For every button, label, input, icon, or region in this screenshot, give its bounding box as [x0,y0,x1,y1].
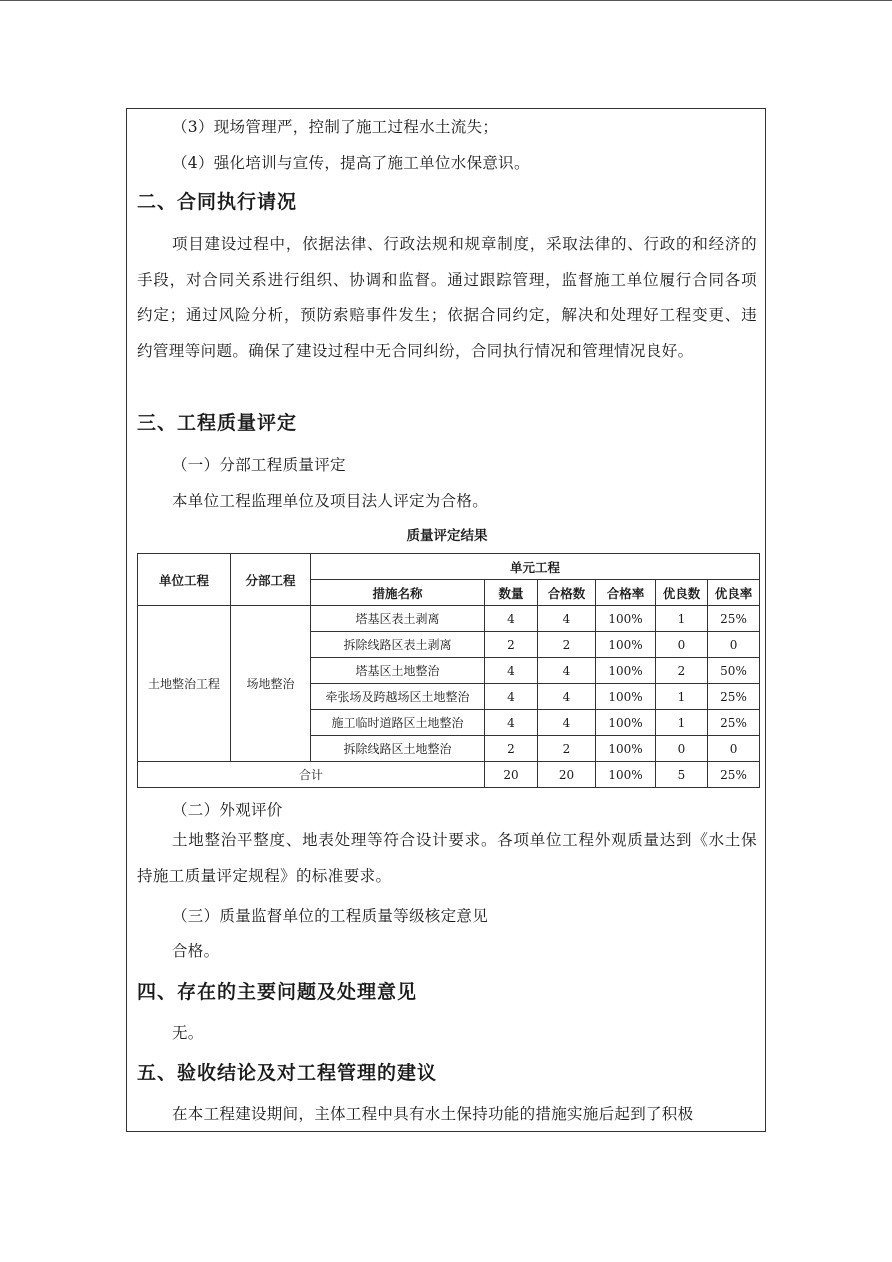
subsection-3-2-title: （二）外观评价 [172,801,283,819]
excellent-count-cell: 1 [656,606,708,632]
qualified-count-cell: 4 [538,658,596,684]
header-measure-name: 措施名称 [311,580,485,606]
total-excellent-count-cell: 5 [656,762,708,788]
quantity-cell: 4 [485,606,538,632]
page-top-rule [0,0,892,1]
unit-project-cell: 土地整治工程 [138,606,231,762]
qualified-count-cell: 4 [538,710,596,736]
section-4-text: 无。 [172,1024,204,1042]
measure-name-cell: 施工临时道路区土地整治 [311,710,485,736]
table-caption: 质量评定结果 [406,528,488,544]
qualified-count-cell: 4 [538,606,596,632]
excellent-count-cell: 1 [656,684,708,710]
section-2-paragraph: 项目建设过程中，依据法律、行政法规和规章制度，采取法律的、行政的和经济的手段，对合同关系进行组织、协调和监督。通过跟踪管理，监督施工单位履行合同各项约定；通过风险分析，预防索赔事件发生；依据合同约定，解决和处理好工程变更、违约管理等问题。确保了建设过程中无合同纠纷，合同执行情况和管理情况良好。 [137,235,757,360]
section-3-heading: 三、工程质量评定 [137,412,298,434]
quantity-cell: 4 [485,710,538,736]
qualified-rate-cell: 100% [596,606,656,632]
list-item-4: （4）强化培训与宣传，提高了施工单位水保意识。 [172,154,530,172]
table-total-row [138,762,760,788]
measure-name-cell: 拆除线路区表土剥离 [311,632,485,658]
excellent-rate-cell: 50% [708,658,760,684]
total-label-cell: 合计 [138,762,485,788]
total-qualified-rate-cell: 100% [596,762,656,788]
qualified-count-cell: 4 [538,684,596,710]
total-qualified-count-cell: 20 [538,762,596,788]
excellent-count-cell: 0 [656,632,708,658]
excellent-count-cell: 1 [656,710,708,736]
measure-name-cell: 塔基区表土剥离 [311,606,485,632]
header-excellent-count: 优良数 [656,580,708,606]
section-4-heading: 四、存在的主要问题及处理意见 [137,981,418,1003]
subsection-3-3-title: （三）质量监督单位的工程质量等级核定意见 [172,907,489,925]
subsection-3-2-text: 土地整治平整度、地表处理等符合设计要求。各项单位工程外观质量达到《水土保持施工质量评定规程》的标准要求。 [137,831,757,885]
qualified-rate-cell: 100% [596,710,656,736]
header-qualified-rate: 合格率 [596,580,656,606]
subsection-3-1-text: 本单位工程监理单位及项目法人评定为合格。 [172,492,489,510]
header-excellent-rate: 优良率 [708,580,760,606]
qualified-rate-cell: 100% [596,684,656,710]
total-excellent-rate-cell: 25% [708,762,760,788]
quantity-cell: 2 [485,736,538,762]
header-sub-project: 分部工程 [231,554,311,606]
section-5-heading: 五、验收结论及对工程管理的建议 [137,1062,438,1084]
header-unit-project: 单位工程 [138,554,231,606]
qualified-count-cell: 2 [538,632,596,658]
quantity-cell: 4 [485,684,538,710]
excellent-rate-cell: 25% [708,606,760,632]
table-row [138,606,760,632]
subsection-3-1-title: （一）分部工程质量评定 [172,456,346,474]
list-item-3: （3）现场管理严，控制了施工过程水土流失； [172,118,499,136]
total-quantity-cell: 20 [485,762,538,788]
excellent-rate-cell: 0 [708,632,760,658]
measure-name-cell: 拆除线路区土地整治 [311,736,485,762]
quantity-cell: 4 [485,658,538,684]
sub-project-cell: 场地整治 [231,606,311,762]
excellent-rate-cell: 0 [708,736,760,762]
header-qualified-count: 合格数 [538,580,596,606]
subsection-3-3-text: 合格。 [172,942,220,960]
measure-name-cell: 牵张场及跨越场区土地整治 [311,684,485,710]
excellent-count-cell: 0 [656,736,708,762]
qualified-rate-cell: 100% [596,736,656,762]
quality-table [137,553,760,788]
qualified-count-cell: 2 [538,736,596,762]
header-quantity: 数量 [485,580,538,606]
quantity-cell: 2 [485,632,538,658]
header-element-project: 单元工程 [311,554,760,580]
qualified-rate-cell: 100% [596,658,656,684]
excellent-count-cell: 2 [656,658,708,684]
document-frame [126,108,766,1132]
excellent-rate-cell: 25% [708,710,760,736]
measure-name-cell: 塔基区土地整治 [311,658,485,684]
excellent-rate-cell: 25% [708,684,760,710]
qualified-rate-cell: 100% [596,632,656,658]
section-2-heading: 二、合同执行请况 [137,191,298,213]
section-5-text: 在本工程建设期间，主体工程中具有水土保持功能的措施实施后起到了积极 [172,1105,694,1123]
